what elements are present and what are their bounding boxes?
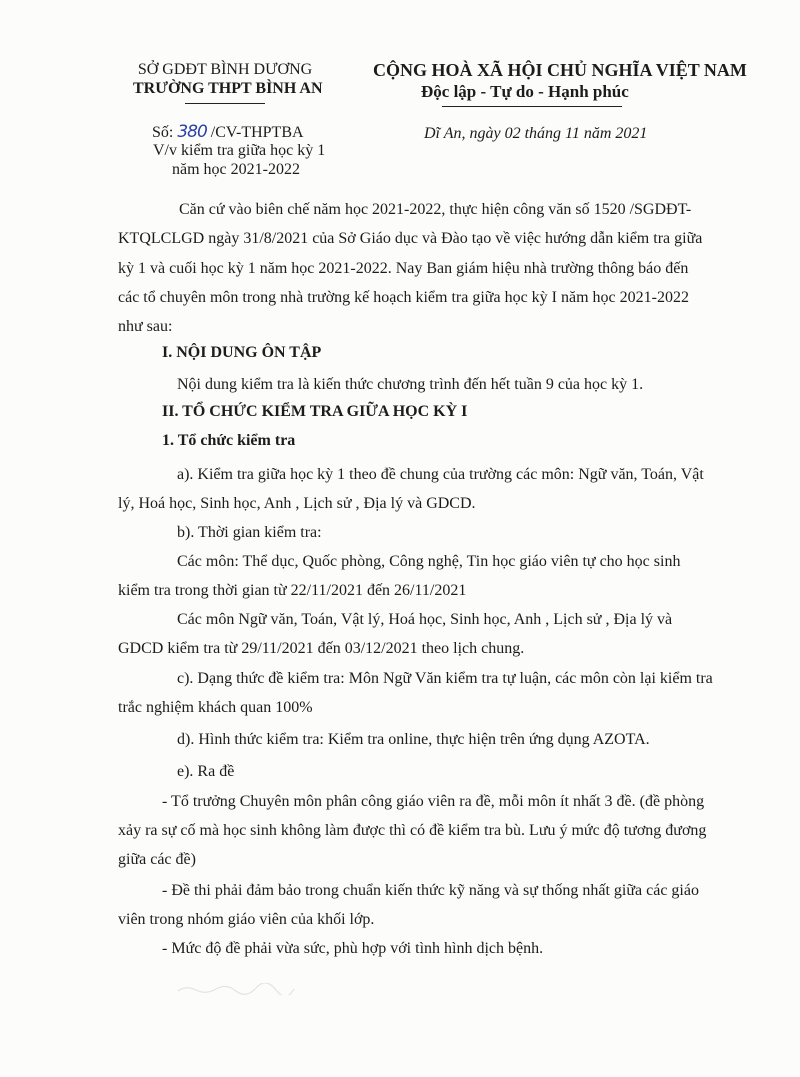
item-b-p1-line-1: Các môn: Thể dục, Quốc phòng, Công nghệ, Tin học giáo viên tự cho học sinh <box>177 553 681 570</box>
country-motto: Độc lập - Tự do - Hạnh phúc <box>421 82 629 101</box>
item-e3: - Mức độ đề phải vừa sức, phù hợp với tình hình dịch bệnh. <box>162 940 544 957</box>
handwritten-number: 380 <box>177 122 207 142</box>
agency-name: SỞ GDĐT BÌNH DƯƠNG <box>137 61 313 78</box>
section-1-title: I. NỘI DUNG ÔN TẬP <box>162 344 322 361</box>
item-e2-line-2: viên trong nhóm giáo viên của khối lớp. <box>118 911 375 928</box>
item-e1-line-3: giữa các đề) <box>118 851 196 868</box>
number-suffix: /CV-THPTBA <box>210 124 304 141</box>
intro-line-3: kỳ 1 và cuối học kỳ 1 năm học 2021-2022. Nay Ban giám hiệu nhà trường thông báo đến <box>118 260 689 277</box>
section-1-text: Nội dung kiểm tra là kiến thức chương trình đến hết tuần 9 của học kỳ 1. <box>177 376 644 393</box>
item-e1-line-2: xảy ra sự cố mà học sinh không làm được thì có đề kiểm tra bù. Lưu ý mức độ tương đương <box>118 822 707 839</box>
item-c-line-2: trắc nghiệm khách quan 100% <box>118 699 313 716</box>
item-a-line-1: a). Kiểm tra giữa học kỳ 1 theo đề chung của trường các môn: Ngữ văn, Toán, Vật <box>177 466 704 483</box>
item-c-line-1: c). Dạng thức đề kiểm tra: Môn Ngữ Văn kiểm tra tự luận, các môn còn lại kiểm tra <box>177 670 713 687</box>
item-b-p1-line-2: kiểm tra trong thời gian từ 22/11/2021 đến 26/11/2021 <box>118 582 467 599</box>
item-b-p2-line-1: Các môn Ngữ văn, Toán, Vật lý, Hoá học, Sinh học, Anh , Lịch sử , Địa lý và <box>177 611 673 628</box>
subject-line-2: năm học 2021-2022 <box>172 161 300 178</box>
school-underline <box>185 103 265 104</box>
section-2-title: II. TỔ CHỨC KIỂM TRA GIỮA HỌC KỲ I <box>162 403 468 420</box>
intro-line-2: KTQLCLGD ngày 31/8/2021 của Sở Giáo dục và Đào tạo về việc hướng dẫn kiểm tra giữa <box>118 230 703 247</box>
item-e2-line-1: - Đề thi phải đảm bảo trong chuẩn kiến thức kỹ năng và sự thống nhất giữa các giáo <box>162 882 699 899</box>
item-b-p2-line-2: GDCD kiểm tra từ 29/11/2021 đến 03/12/2021 theo lịch chung. <box>118 640 525 657</box>
school-name: TRƯỜNG THPT BÌNH AN <box>133 80 323 97</box>
item-e1-line-1: - Tổ trưởng Chuyên môn phân công giáo viên ra đề, mỗi môn ít nhất 3 đề. (đề phòng <box>162 793 705 810</box>
subject-line-1: V/v kiểm tra giữa học kỳ 1 <box>153 142 326 159</box>
number-label: Số: <box>152 124 174 141</box>
country-name: CỘNG HOÀ XÃ HỘI CHỦ NGHĨA VIỆT NAM <box>373 60 747 80</box>
item-e-title: e). Ra đề <box>177 763 235 780</box>
motto-underline <box>442 106 622 107</box>
subsection-1-title: 1. Tổ chức kiểm tra <box>162 432 296 449</box>
intro-line-4: các tổ chuyên môn trong nhà trường kế hoạch kiểm tra giữa học kỳ I năm học 2021-2022 <box>118 289 689 306</box>
intro-line-5: như sau: <box>118 318 173 335</box>
item-b-title: b). Thời gian kiểm tra: <box>177 524 322 541</box>
item-d: d). Hình thức kiểm tra: Kiểm tra online, thực hiện trên ứng dụng AZOTA. <box>177 731 650 748</box>
item-a-line-2: lý, Hoá học, Sinh học, Anh , Lịch sử , Địa lý và GDCD. <box>118 495 476 512</box>
intro-line-1: Căn cứ vào biên chế năm học 2021-2022, thực hiện công văn số 1520 /SGDĐT- <box>179 201 692 218</box>
document-date: Dĩ An, ngày 02 tháng 11 năm 2021 <box>424 125 648 142</box>
bleed-through-mark <box>176 982 296 994</box>
